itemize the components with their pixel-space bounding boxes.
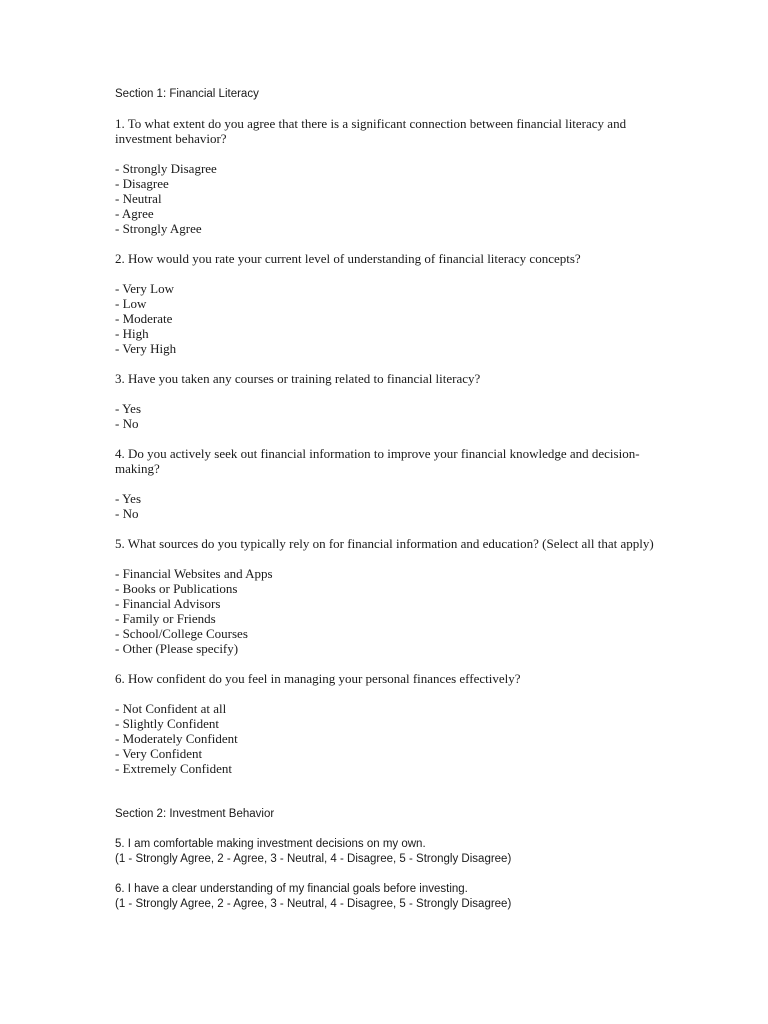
statement-scale: (1 - Strongly Agree, 2 - Agree, 3 - Neutral, 4 - Disagree, 5 - Strongly Disagree): [115, 853, 512, 865]
option-item: - Neutral: [115, 191, 162, 206]
option-item: - Extremely Confident: [115, 761, 232, 776]
question-1: 1. To what extent do you agree that there is a significant connection between financial literacy and investment behavior?: [115, 116, 627, 146]
question-5: 5. What sources do you typically rely on for financial information and education? (Select all that apply): [115, 536, 654, 551]
option-item: - Other (Please specify): [115, 641, 239, 656]
option-item: - Strongly Agree: [115, 221, 202, 236]
option-item: - Low: [115, 296, 147, 311]
option-item: - Financial Advisors: [115, 596, 221, 611]
option-item: - Yes: [115, 401, 142, 416]
option-item: - Yes: [115, 491, 142, 506]
option-item: - Books or Publications: [115, 581, 238, 596]
question-5-options: [115, 566, 675, 656]
question-4-options: [115, 491, 675, 521]
option-item: - Agree: [115, 206, 154, 221]
option-item: - Moderate: [115, 311, 173, 326]
option-item: - Strongly Disagree: [115, 161, 217, 176]
option-item: - No: [115, 506, 139, 521]
option-item: - Slightly Confident: [115, 716, 219, 731]
question-2: 2. How would you rate your current level of understanding of financial literacy concepts?: [115, 251, 581, 266]
section-1-title: Section 1: Financial Literacy: [115, 88, 259, 100]
statement-text: 5. I am comfortable making investment decisions on my own.: [115, 838, 426, 850]
option-item: - Very High: [115, 341, 177, 356]
question-2-options: [115, 281, 675, 356]
option-item: - School/College Courses: [115, 626, 248, 641]
option-item: - Disagree: [115, 176, 169, 191]
question-6: 6. How confident do you feel in managing your personal finances effectively?: [115, 671, 521, 686]
option-item: - Moderately Confident: [115, 731, 238, 746]
option-item: - Not Confident at all: [115, 701, 227, 716]
statement-5: [115, 837, 675, 867]
statement-scale: (1 - Strongly Agree, 2 - Agree, 3 - Neutral, 4 - Disagree, 5 - Strongly Disagree): [115, 898, 512, 910]
question-3: 3. Have you taken any courses or training related to financial literacy?: [115, 371, 481, 386]
option-item: - Very Confident: [115, 746, 203, 761]
statement-text: 6. I have a clear understanding of my financial goals before investing.: [115, 883, 468, 895]
option-item: - High: [115, 326, 149, 341]
option-item: - Family or Friends: [115, 611, 216, 626]
statement-6: [115, 882, 675, 912]
document-page: [115, 87, 675, 912]
question-3-options: [115, 401, 675, 431]
section-2-title: Section 2: Investment Behavior: [115, 808, 275, 820]
option-item: - No: [115, 416, 139, 431]
question-4: 4. Do you actively seek out financial information to improve your financial knowledge and decision-making?: [115, 446, 640, 476]
question-6-options: [115, 701, 675, 776]
option-item: - Very Low: [115, 281, 174, 296]
option-item: - Financial Websites and Apps: [115, 566, 273, 581]
question-1-options: [115, 161, 675, 236]
